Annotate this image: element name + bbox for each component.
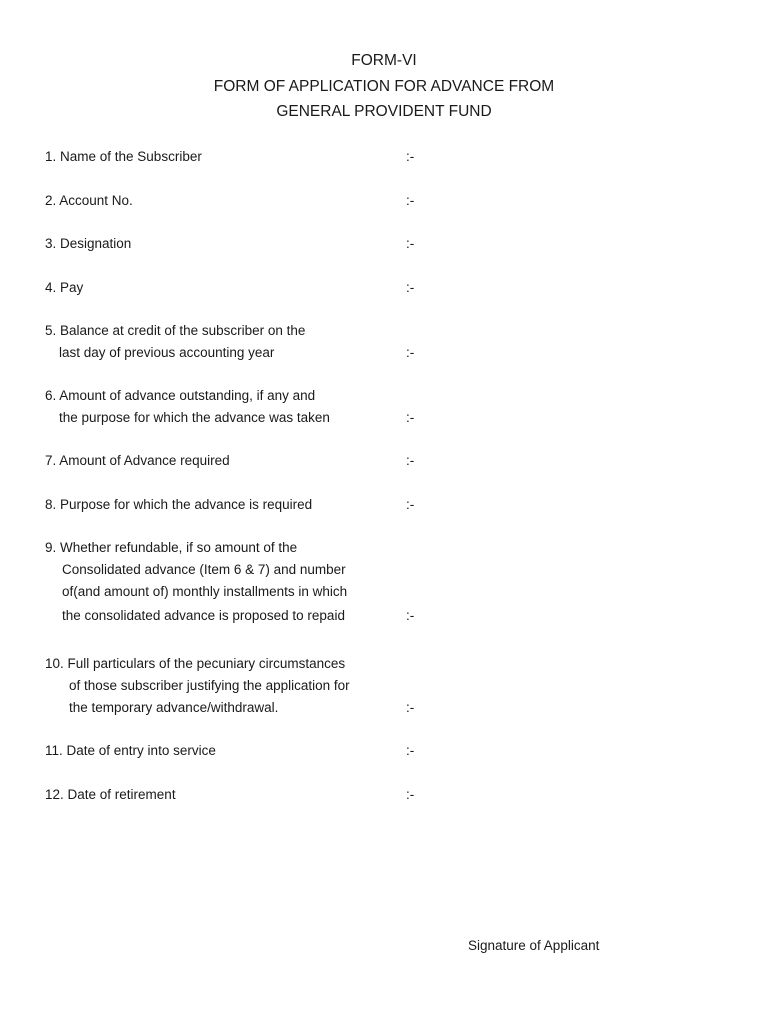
field-9-label-line-1: 9. Whether refundable, if so amount of the [45,540,298,555]
field-9-label-line-3: of(and amount of) monthly installments in which [62,584,348,599]
form-title-line-1: FORM OF APPLICATION FOR ADVANCE FROM [213,77,555,95]
field-6-label-line-2: the purpose for which the advance was taken [59,410,330,425]
form-title-line-2: GENERAL PROVIDENT FUND [276,103,492,120]
field-9-label-line-2: Consolidated advance (Item 6 & 7) and number [62,562,346,577]
field-6-label-line-1: 6. Amount of advance outstanding, if any and [45,388,316,403]
field-10-label-line-3: the temporary advance/withdrawal. [69,700,279,715]
field-12-label: 12. Date of retirement [45,787,176,802]
signature-label: Signature of Applicant [468,938,600,953]
field-7-separator: :- [406,453,415,468]
field-9-label-line-4: the consolidated advance is proposed to repaid [62,608,345,623]
field-5-label-line-1: 5. Balance at credit of the subscriber on the [45,323,306,338]
field-3-separator: :- [406,236,415,251]
field-2-separator: :- [406,193,415,208]
field-1-label: 1. Name of the Subscriber [45,149,202,164]
field-10-separator: :- [406,700,415,715]
field-8-separator: :- [406,497,415,512]
field-8-label: 8. Purpose for which the advance is required [45,497,313,512]
form-number: FORM-VI [351,52,417,69]
field-11-separator: :- [406,743,415,758]
field-1-separator: :- [406,149,415,164]
field-6-separator: :- [406,410,415,425]
field-5-label-line-2: last day of previous accounting year [59,345,275,360]
field-4-separator: :- [406,280,415,295]
field-9-separator: :- [406,608,415,623]
field-11-label: 11. Date of entry into service [45,743,216,758]
field-2-label: 2. Account No. [45,193,133,208]
field-5-separator: :- [406,345,415,360]
field-7-label: 7. Amount of Advance required [45,453,230,468]
field-3-label: 3. Designation [45,236,132,251]
field-4-label: 4. Pay [45,280,84,295]
field-10-label-line-1: 10. Full particulars of the pecuniary circumstances [45,656,346,671]
field-10-label-line-2: of those subscriber justifying the application for [69,678,350,693]
field-12-separator: :- [406,787,415,802]
form-header [0,48,768,125]
